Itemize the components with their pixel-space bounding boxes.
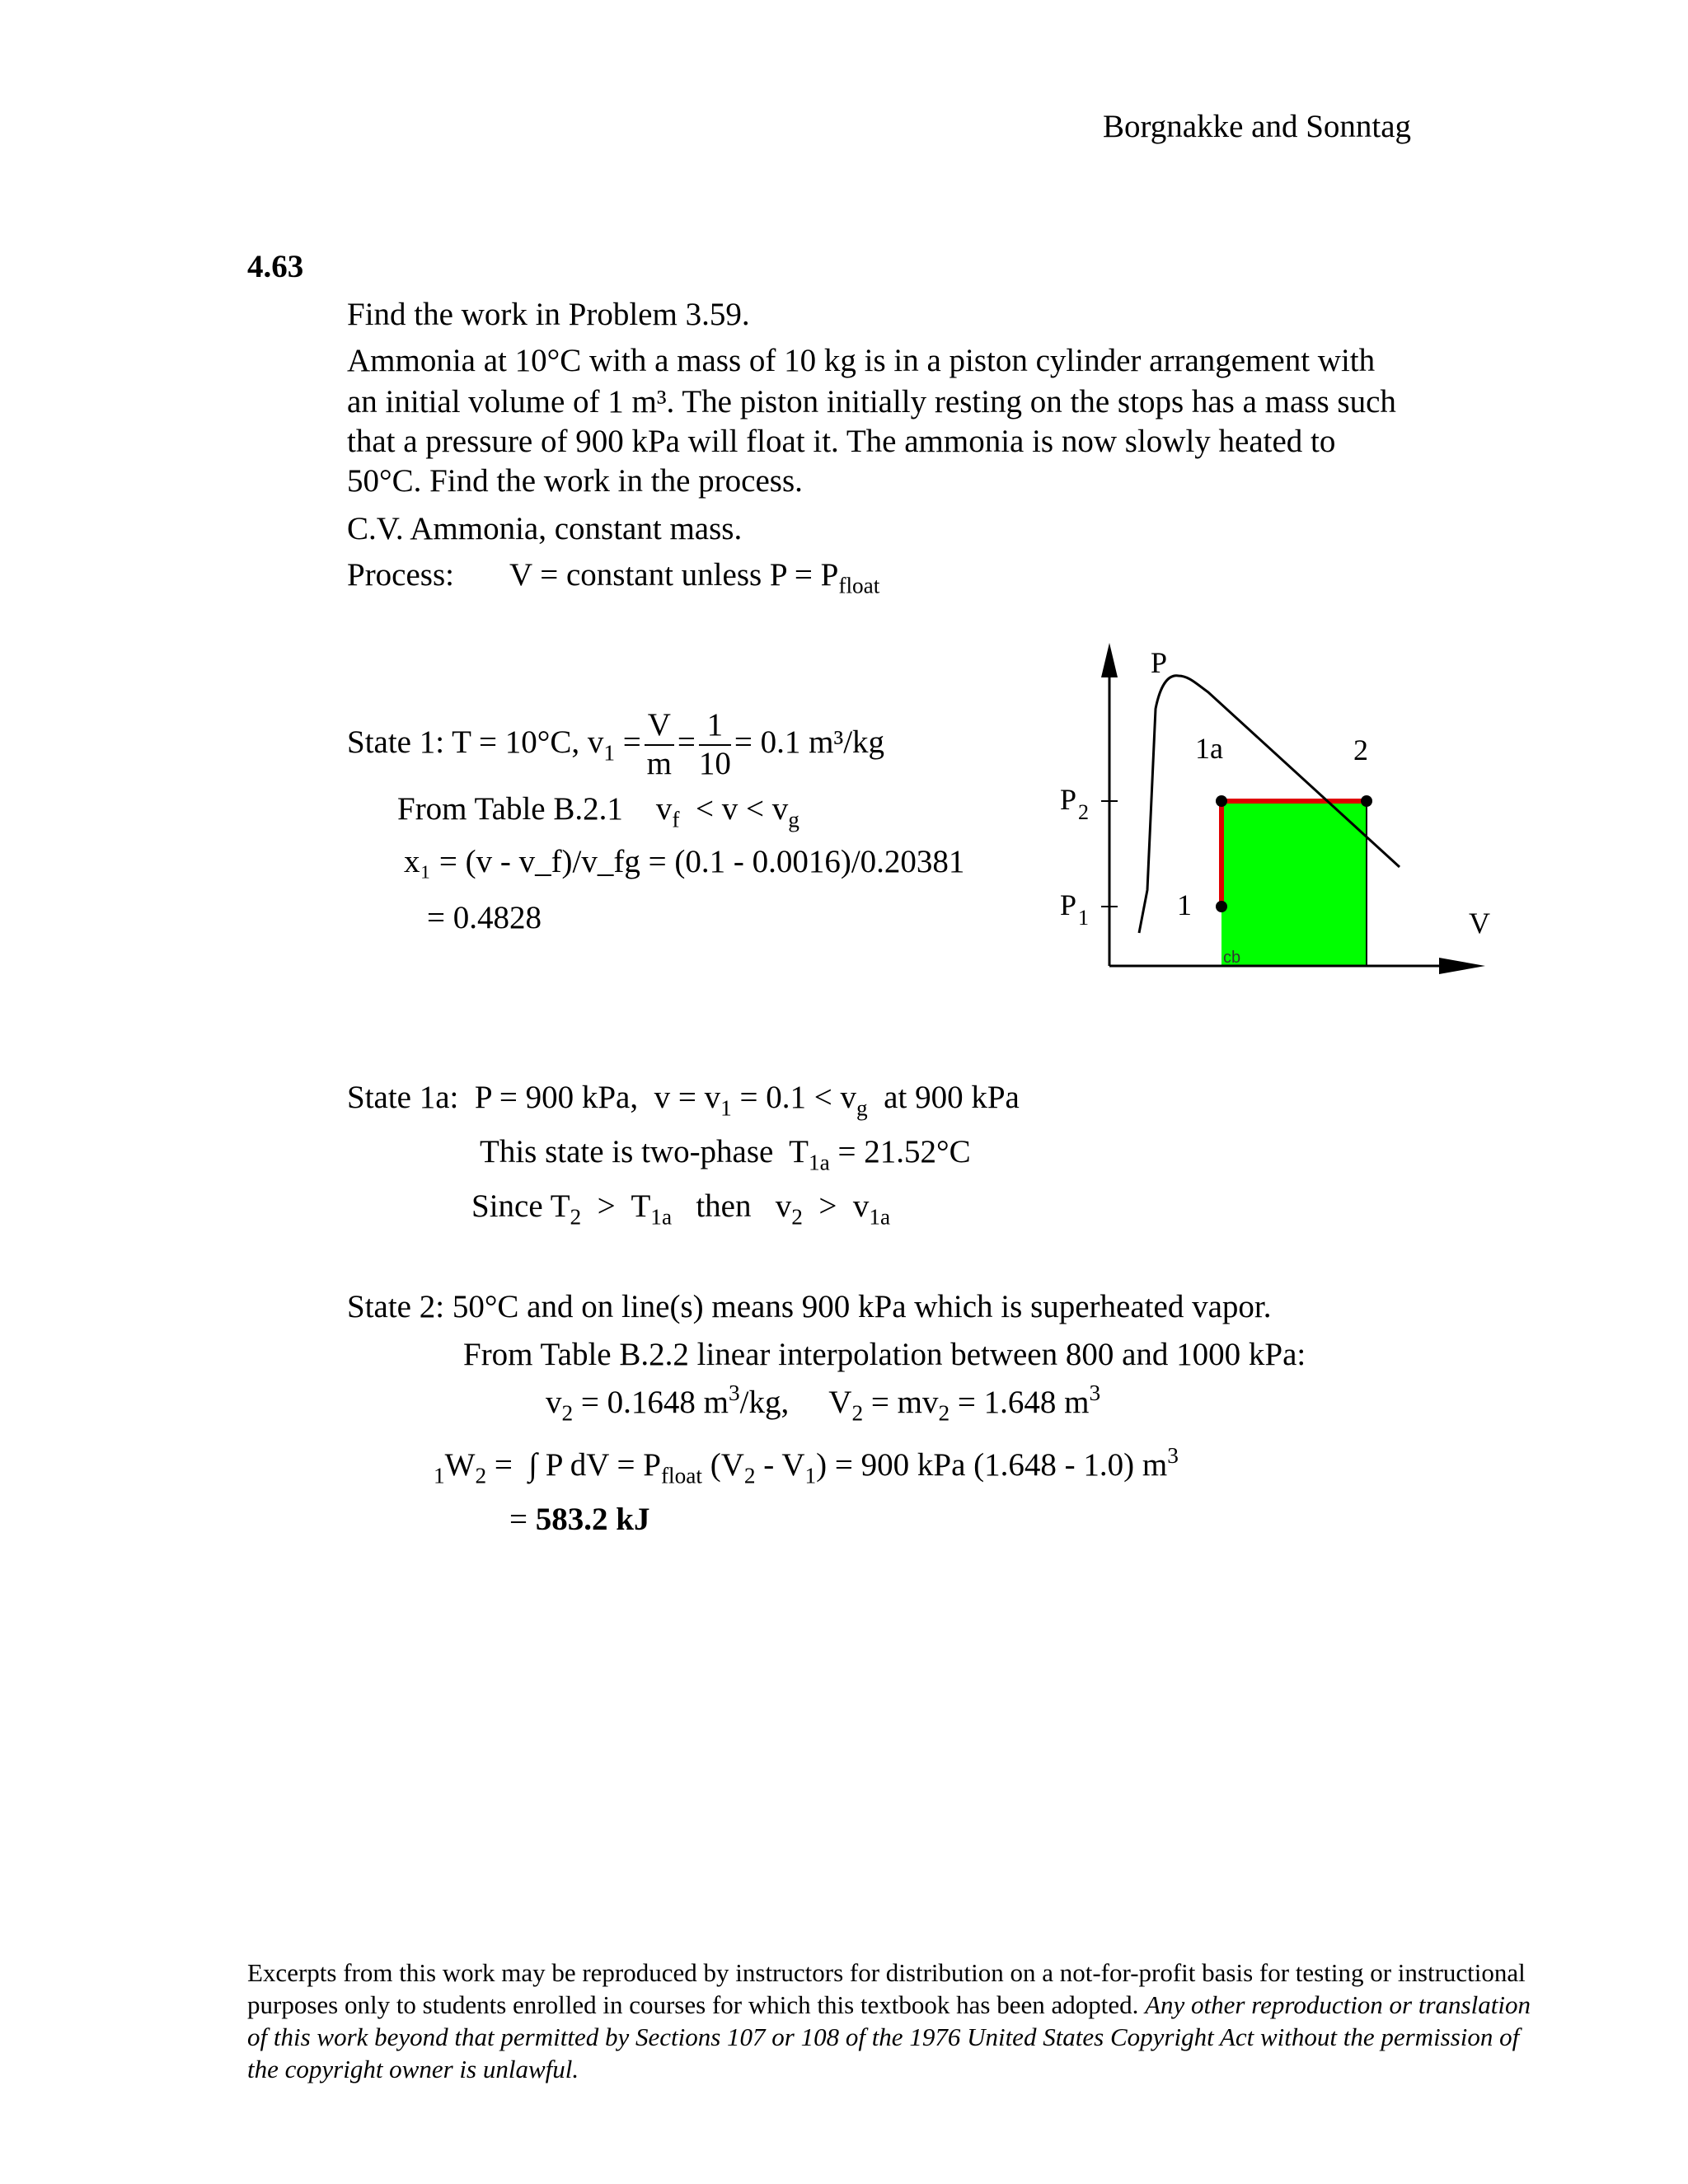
label-axis-p: P [1151, 646, 1168, 679]
fraction-v-over-m: $\frac{V}{m}$ [645, 709, 674, 781]
state1a-line-2: This state is two-phase $T_{1a} = 21.52^\circ C$ [480, 1134, 971, 1175]
fraction-1-over-10: $\frac{1}{10}$ [698, 707, 731, 781]
work-area [1221, 801, 1367, 966]
state1a-line-1: State 1a: P = 900 kPa, $v = v_1 = 0.1 < v_g$ at 900 kPa [347, 1080, 1020, 1121]
work-result: = 583.2 kJ [509, 1502, 650, 1537]
label-cb: cb [1223, 949, 1241, 967]
label-p2: P [1060, 783, 1077, 816]
state2-line-1: State 2: 50°C and on line(s) means 900 kPa which is superheated vapor. [347, 1289, 1272, 1324]
label-state-1a: 1a [1195, 732, 1223, 765]
problem-line-3: an initial volume of 1 m³. The piston initially resting on the stops has a mass such [347, 384, 1396, 419]
pv-diagram [1047, 643, 1508, 989]
state1-quality-equation: x₁ = (v - v_f)/v_fg = (0.1 - 0.0016)/0.20381 [404, 844, 965, 879]
label-axis-v: V [1469, 907, 1490, 940]
label-p1: P [1060, 888, 1077, 921]
state2-line-2: From Table B.2.2 linear interpolation between 800 and 1000 kPa: [463, 1337, 1306, 1372]
problem-line-1: Find the work in Problem 3.59. [347, 297, 750, 332]
header-author: Borgnakke and Sonntag [1103, 109, 1412, 144]
state2-line-3: $v_2 = 0.1648$ $m^3/kg$, $V_2 = mv_2 = 1.648$ $m^3$ [546, 1380, 1101, 1426]
p-axis-arrow-icon [1101, 643, 1118, 677]
process-label: Process: [347, 557, 454, 593]
control-volume-line: C.V. Ammonia, constant mass. [347, 511, 743, 546]
copyright-footer: Excerpts from this work may be reproduced by instructors for distribution on a not-for-profit basis for testing or instructional purposes only to students enrolled in courses for which this textbook has been adopted. Any other reproduction or translation of this work beyond that permitted by Sections 107 or 108 of the 1976 United States Copyright Act without the permission of the copyright owner is unlawful. [247, 1958, 1531, 2083]
problem-line-4: that a pressure of 900 kPa will float it. The ammonia is now slowly heated to [347, 424, 1336, 459]
problem-line-5: 50°C. Find the work in the process. [347, 463, 803, 499]
state-point-2 [1361, 795, 1372, 807]
state1a-line-3: Since $T_2 > T_{1a}$ then $v_2 > v_{1a}$ [471, 1188, 891, 1230]
label-p1-subscript: 1 [1078, 906, 1089, 930]
problem-number: 4.63 [247, 249, 304, 284]
state-point-1 [1216, 901, 1227, 912]
problem-line-2: Ammonia at 10°C with a mass of 10 kg is in a piston cylinder arrangement with [347, 343, 1376, 378]
v-axis-arrow-icon [1439, 958, 1485, 974]
label-state-1: 1 [1177, 888, 1192, 921]
state-point-1a [1216, 795, 1227, 807]
state1-table-line: From Table B.2.1 $v_f < v < v_g$ [397, 791, 799, 832]
process-expression: V = constant unless $P = P_{float}$ [509, 557, 880, 598]
state1-equation: State 1: T = 10°C, $v_1$ = $\frac{V}{m}$ = $\frac{1}{10}$ = 0.1 m³/kg [347, 707, 885, 781]
label-state-2: 2 [1353, 733, 1368, 766]
work-equation: $_1W_2$ = ∫ P dV = $P_{float}$ $(V_2 - V_1) = 900$ kPa (1.648 - 1.0) $m^3$ [434, 1443, 1179, 1488]
label-p2-subscript: 2 [1078, 800, 1089, 824]
state1-quality-value: = 0.4828 [427, 900, 542, 935]
